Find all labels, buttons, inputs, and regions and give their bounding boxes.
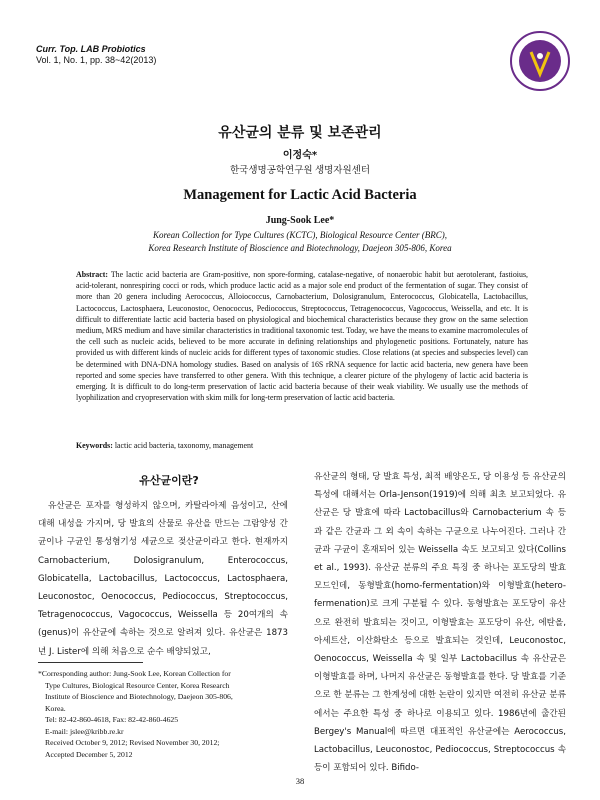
abstract	[76, 269, 528, 403]
footnote-line: E-mail: jslee@kribb.re.kr	[45, 726, 124, 736]
body-paragraph: 유산균의 형태, 당 발효 특성, 최적 배양온도, 당 이용성 등 유산균의 특성에 대해서는 Orla-Jenson(1919)에 의해 최초 보고되었다. 유산균은 당 발효에 따라 Lactobacillus와 Carnobacterium 속 등과 같은 간균과 그 외 속이 속하는 구균으로 나누어진다. 그러나 간균과 구균이 혼재되어 있는 Weissella 속도 보고되고 있다(Collins et al., 1993). 유산균 분류의 주요 특징 중 하나는 포도당의 발효 모드인데, 동형발효(homo-fermentation)와 이형발효(hetero-fermenation)로 크게 구분될 수 있다. 동형발효는 포도당이 유산으로 완전히 발효되는 것이고, 이형발효는 포도당이 유산, 에탄올, 아세트산, 이산화탄소 등으로 발효되는 것인데, Leuconostoc, Oenococcus, Weissella 속 및 일부 Lactobacillus 속 유산균은 이형발효를 하며, 나머지 유산균은 동형발효를 한다. 당 발효를 기준으로 한 분류는 그 한계성에 대한 논란이 있지만 여전히 유산균 분류에서는 주요한 특성 중 하나로 이용되고 있다. 1986년에 출간된 Bergey's Manual에 따르면 대표적인 유산균에는 Aerococcus, Lactobacillus, Leuconostoc, Pediococcus, Streptococcus 속 등이 포함되어 있다. Bifido-	[314, 472, 566, 774]
keywords-text: lactic acid bacteria, taxonomy, management	[114, 441, 254, 450]
society-logo-icon	[509, 30, 571, 92]
body-paragraph: 유산균은 포자를 형성하지 않으며, 카탈라아제 음성이고, 산에 대해 내성을 가지며, 당 발효의 산물로 유산을 만드는 그람양성 간균이나 구균인 통성혐기성 세균으로 젖산균이라고 한다. 현재까지 Carnobacterium, Dolosigranulum, Enterococcus, Globicatella, Lactobacillus, Lactococcus, Lactosphaera, Leuconostoc, Oenococcus, Pediococcus, Streptococcus, Tetragenococcus, Vagococcus, Weissella 등 20여개의 속(genus)이 유산균에 속하는 것으로 알려져 있다. 유산균은 1873년 J. Lister에 의해 처음으로 순수 배양되었고,	[38, 501, 288, 657]
author-english: Jung-Sook Lee*	[265, 215, 335, 226]
society-logo	[509, 30, 571, 92]
footnote-divider	[38, 662, 143, 663]
footnote	[38, 668, 290, 760]
footnote-line: Institute of Bioscience and Biotechnology, Daejeon 305-806,	[45, 692, 233, 701]
paper-title-korean: 유산균의 분류 및 보존관리	[218, 125, 382, 141]
keywords	[76, 441, 528, 450]
journal-volume: Vol. 1, No. 1, pp. 38~42(2013)	[36, 55, 157, 65]
footnote-line: *Corresponding author: Jung-Sook Lee, Korean Collection for	[38, 669, 231, 678]
footnote-line: Korea.	[45, 703, 66, 713]
footnote-line: Tel: 82-42-860-4618, Fax: 82-42-860-4625	[45, 715, 179, 724]
page-number: 38	[295, 776, 305, 786]
affiliation-korean: 한국생명공학연구원 생명자원센터	[229, 166, 371, 176]
footnote-line: Received October 9, 2012; Revised November 30, 2012;	[45, 738, 220, 747]
keywords-label: Keywords:	[76, 441, 113, 450]
affiliation-line-2: Korea Research Institute of Bioscience and Biotechnology, Daejeon 305-806, Korea	[148, 242, 452, 253]
body-right-column	[314, 468, 566, 777]
paper-title-english: Management for Lactic Acid Bacteria	[183, 187, 417, 203]
affiliation-english	[60, 229, 540, 254]
section-title: 유산균이란?	[139, 474, 199, 487]
abstract-text: The lactic acid bacteria are Gram-positive, non spore-forming, catalase-negative, of nonaerobic habit but aerotolerant, fastioius, acid-tolerant, nonrespiring cocci or rods, which produce lactic acid as a major sole end product of the fermentation of sugar. They consist of more than 20 genera including Aerococcus, Alloiococcus, Carnobacterium, Dolosigranulum, Enterococcus, Globicatella, Lactobacillus, Lactococcus, Lactosphaera, Leuconostoc, Oenococcus, Pediococcus, Streptococcus, Tetragenococcus, Vagococcus, Weissella, and etc. It is difficult to differentiate lactic acid bacteria based on physiological and biochemical characteristics because they grow on the same selection medium, MRS medium and have similar characteristics in traditional taxonomic test. Today, we have the means to examine macromolecules of the cell such as nucleic acids, believed to be more accurate in defining relationships and phylogenetic positions. Fortunately, nature has provided us with different kinds of nucleic acids for different types of taxonomic studies. Close relations (at species and subspecies level) can be determined with DNA-DNA homology studies. Based on analysis of 16S rRNA sequence for lactic acid bacteria, new genera have been reported and some species have transferred to other genera. With this technique, a clearer picture of the phylogeny of lactic acid bacteria is emerging. It is difficult to do long-term preservation of lactic acid bacteria because of their weak viability. We usually use the methods of lyophilization and cryopreservation with skim milk for long-term preservation of lactic acid bacteria.	[76, 270, 528, 403]
footnote-line: Type Cultures, Biological Resource Center, Korea Research	[45, 680, 230, 690]
journal-name: Curr. Top. LAB Probiotics	[36, 44, 146, 54]
journal-header	[36, 44, 156, 66]
abstract-label: Abstract:	[76, 270, 108, 279]
body-left-column	[38, 497, 288, 661]
footnote-line: Accepted December 5, 2012	[45, 749, 133, 759]
affiliation-line-1: Korean Collection for Type Cultures (KCTC), Biological Resource Center (BRC),	[152, 230, 448, 240]
author-korean: 이정숙*	[282, 150, 318, 161]
